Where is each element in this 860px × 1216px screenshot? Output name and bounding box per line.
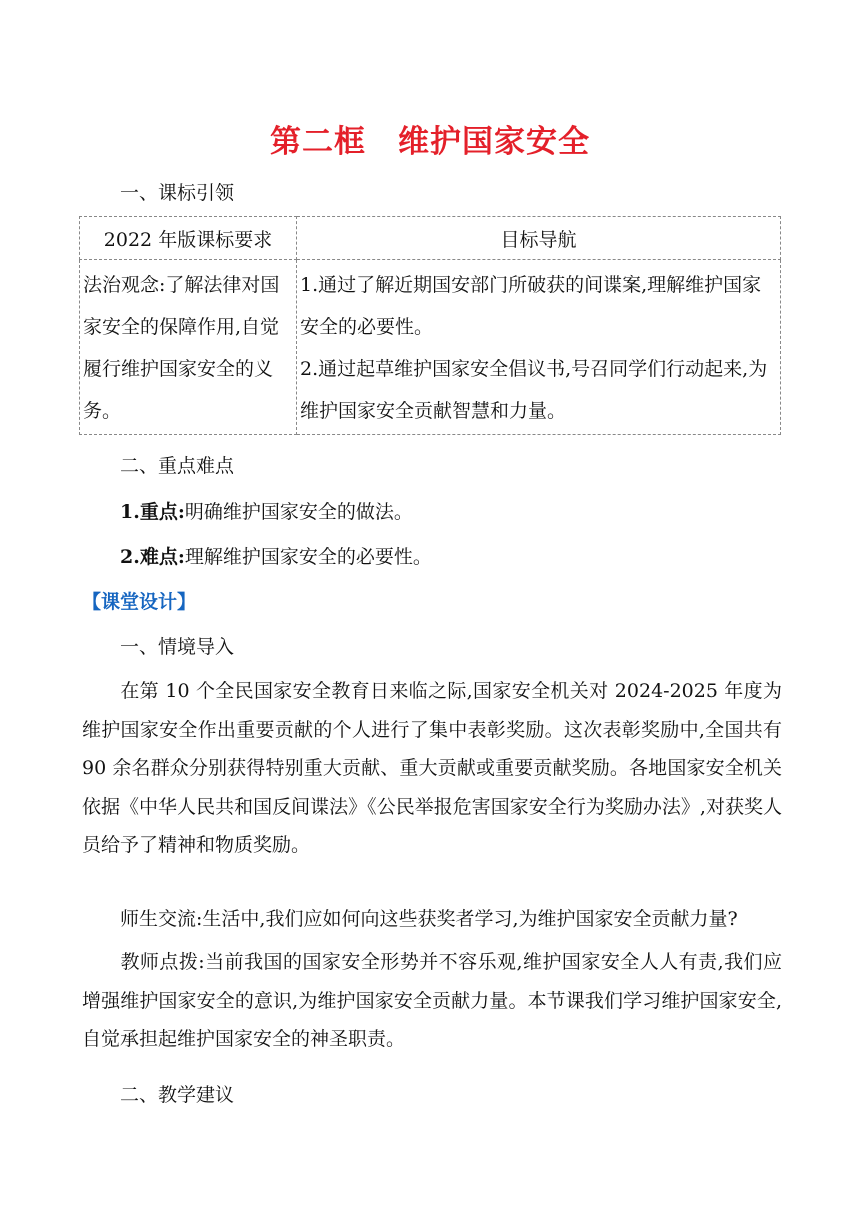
difficult-point-text: 理解维护国家安全的必要性。 (184, 546, 432, 568)
key-point-label: 1.重点: (120, 501, 185, 523)
exchange-paragraph (82, 900, 782, 939)
page-title: 第二框 维护国家安全 (270, 124, 590, 160)
subsection-heading-suggestions: 二、教学建议 (120, 1084, 235, 1106)
key-point-text: 明确维护国家安全的做法。 (184, 501, 413, 523)
difficult-point (120, 545, 432, 569)
teacher-paragraph (82, 943, 782, 1059)
classroom-design-heading: 【课堂设计】 (82, 591, 197, 613)
intro-paragraph (82, 672, 782, 865)
teacher-text: 教师点拨:当前我国的国家安全形势并不容乐观,维护国家安全人人有责,我们应增强维护国家安全的意识,为维护国家安全贡献力量。本节课我们学习维护国家安全,自觉承担起维护国家安全的神圣职责。 (82, 951, 782, 1050)
goal-item: 1.通过了解近期国安部门所破获的间谍案,理解维护国家安全的必要性。 (300, 274, 762, 338)
table-header-standard: 2022 年版课标要求 (80, 217, 297, 260)
subsection-heading-intro: 一、情境导入 (120, 636, 235, 658)
key-point (120, 500, 413, 524)
section-heading-standards: 一、课标引领 (120, 182, 235, 204)
goal-item: 2.通过起草维护国家安全倡议书,号召同学们行动起来,为维护国家安全贡献智慧和力量。 (300, 358, 768, 422)
table-cell-goals (297, 260, 781, 435)
intro-text: 在第 10 个全民国家安全教育日来临之际,国家安全机关对 2024-2025 年度为维护国家安全作出重要贡献的个人进行了集中表彰奖励。这次表彰奖励中,全国共有 90 余名群众分别获得特别重大贡献、重大贡献或重要贡献奖励。各地国家安全机关依据《中华人民共和国反间谍法》《公民举报危害国家安全行为奖励办法》,对获奖人员给予了精神和物质奖励。 (82, 680, 782, 856)
standards-table (79, 216, 781, 435)
exchange-text: 师生交流:生活中,我们应如何向这些获奖者学习,为维护国家安全贡献力量? (120, 908, 738, 930)
section-heading-key-points: 二、重点难点 (120, 455, 235, 477)
difficult-point-label: 2.难点: (120, 546, 185, 568)
table-header-goals: 目标导航 (297, 217, 781, 260)
table-cell-standard: 法治观念:了解法律对国家安全的保障作用,自觉履行维护国家安全的义务。 (80, 260, 297, 435)
